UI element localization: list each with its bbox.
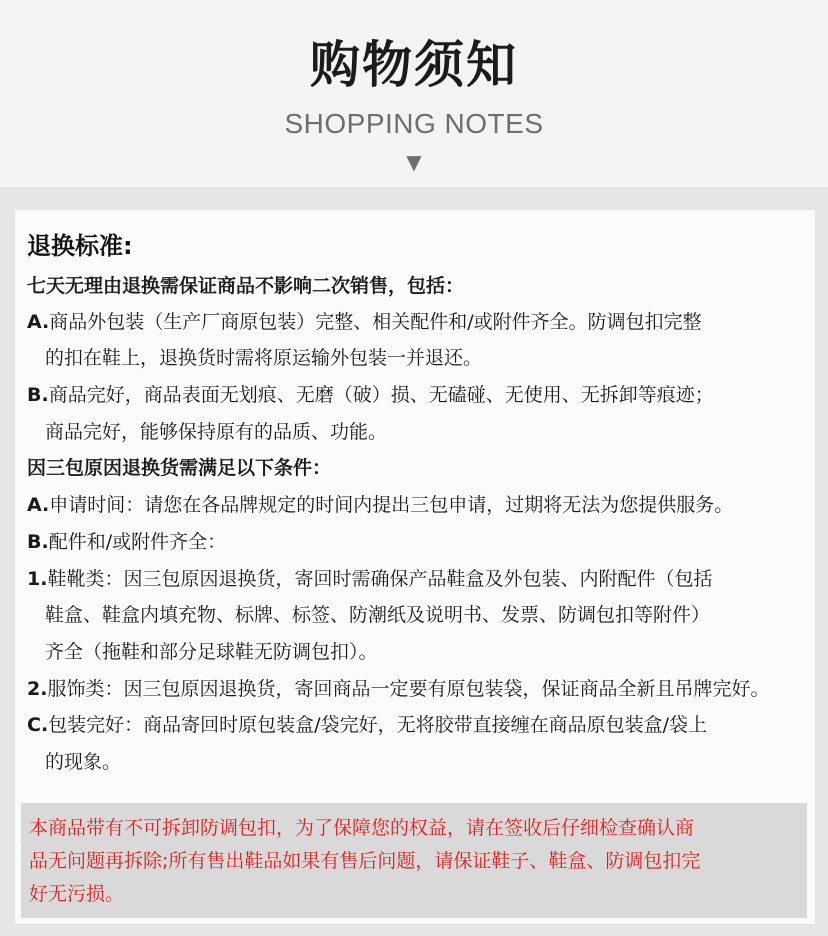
down-arrow-icon: ▼: [406, 150, 422, 174]
cond-c-text-1: 包装完好：商品寄回时原包装盒/袋完好，无将胶带直接缠在商品原包装盒/袋上: [48, 714, 707, 736]
page-title: 购物须知: [310, 36, 518, 94]
notice-line-2: 品无问题再拆除;所有售出鞋品如果有售后问题，请保证鞋子、鞋盒、防调包扣完: [29, 850, 701, 872]
cond-c-line-1: [27, 710, 809, 740]
sub-title: 因三包原因退换货需满足以下条件：: [27, 457, 332, 479]
item-b-line-1: [27, 380, 809, 410]
cond-b-marker: B.: [27, 531, 49, 553]
cond-1-line-2: 鞋盒、鞋盒内填充物、标牌、标签、防潮纸及说明书、发票、防调包扣等附件）: [45, 604, 711, 626]
cond-c-marker: C.: [27, 714, 49, 736]
item-a-text-1: 商品外包装（生产厂商原包装）完整、相关配件和/或附件齐全。防调包扣完整: [49, 311, 702, 333]
item-b-text-1: 商品完好，商品表面无划痕、无磨（破）损、无磕碰、无使用、无拆卸等痕迹；: [48, 384, 714, 406]
cond-b-line: [27, 527, 809, 557]
cond-a-text: 申请时间：请您在各品牌规定的时间内提出三包申请，过期将无法为您提供服务。: [49, 494, 734, 516]
notice-line-3: 好无污损。: [29, 883, 125, 905]
item-a-marker: A.: [27, 311, 50, 333]
notice-line-1: 本商品带有不可拆卸防调包扣，为了保障您的权益，请在签收后仔细检查确认商: [29, 817, 695, 839]
item-b-line-2: 商品完好，能够保持原有的品质、功能。: [45, 421, 388, 443]
intro-line: 七天无理由退换需保证商品不影响二次销售，包括：: [27, 275, 465, 297]
item-a-line-2: 的扣在鞋上，退换货时需将原运输外包装一并退还。: [45, 347, 483, 369]
cond-1-line-3: 齐全（拖鞋和部分足球鞋无防调包扣）。: [45, 641, 378, 663]
cond-b-text: 配件和/或附件齐全：: [48, 531, 227, 553]
return-policy-card: [14, 209, 816, 925]
cond-2-line: [27, 674, 809, 704]
page-subtitle: SHOPPING NOTES: [284, 108, 544, 139]
cond-2-text: 服饰类：因三包原因退换货，寄回商品一定要有原包装袋，保证商品全新且吊牌完好。: [47, 678, 770, 700]
cond-c-line-2: 的现象。: [45, 751, 122, 773]
cond-a-line: [27, 490, 809, 520]
warning-notice: [21, 803, 807, 918]
cond-2-marker: 2.: [27, 678, 48, 700]
item-b-marker: B.: [27, 384, 49, 406]
cond-a-marker: A.: [27, 494, 50, 516]
item-a-line-1: [27, 307, 809, 337]
cond-1-marker: 1.: [27, 568, 48, 590]
header: [0, 0, 828, 187]
cond-1-text-1: 鞋靴类：因三包原因退换货，寄回时需确保产品鞋盒及外包装、内附配件（包括: [47, 568, 713, 590]
section-title: 退换标准:: [27, 232, 133, 260]
cond-1-line-1: [27, 564, 809, 594]
